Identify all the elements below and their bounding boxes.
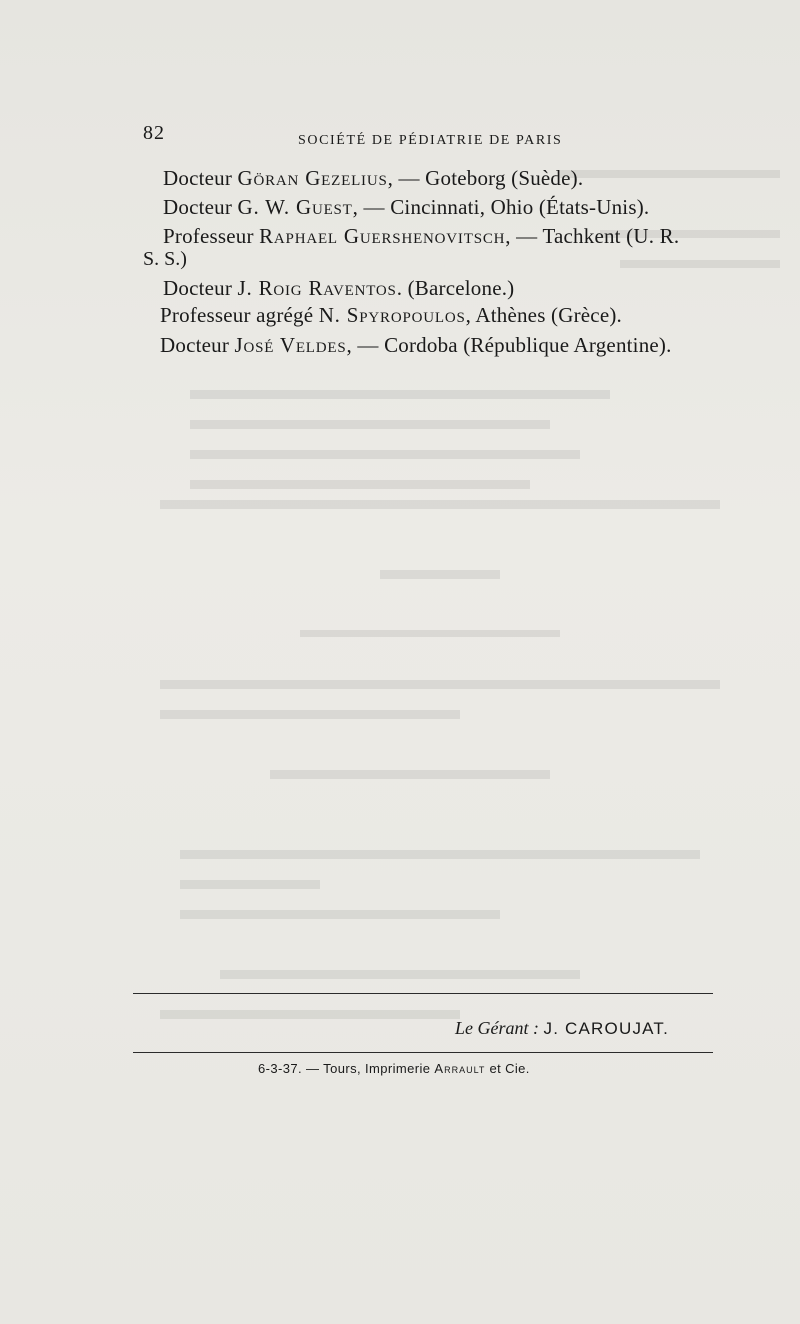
member-entry (163, 224, 679, 249)
member-entry (160, 333, 672, 358)
entry-name: Raphael Guershenovitsch (259, 224, 506, 248)
member-entry (163, 166, 583, 191)
imprint-tail: et Cie. (489, 1061, 530, 1076)
footer-rule-bottom (133, 1052, 713, 1053)
entry-location: , — Cincinnati, Ohio (États-Unis). (352, 195, 650, 219)
entry-location: , — Cordoba (République Argentine). (346, 333, 672, 357)
entry-location: , Athènes (Grèce). (465, 303, 622, 327)
member-entry (163, 195, 649, 220)
footer-rule-top (133, 993, 713, 994)
gerant-name: J. CAROUJAT. (543, 1019, 670, 1038)
entry-name: N. Spyropoulos (318, 303, 466, 327)
entry-continuation: S. S.) (143, 248, 187, 270)
entry-title: Docteur (163, 195, 233, 219)
entry-location: , — Goteborg (Suède). (387, 166, 584, 190)
running-head: SOCIÉTÉ DE PÉDIATRIE DE PARIS (298, 133, 563, 148)
member-entry (163, 276, 514, 301)
entry-location: , — Tachkent (U. R. (505, 224, 680, 248)
entry-location: . (Barcelone.) (396, 276, 515, 300)
entry-name: José Veldes (234, 333, 347, 357)
entry-title: Docteur (163, 276, 233, 300)
imprint-printer: Arrault (434, 1061, 486, 1076)
entry-name: G. W. Guest (237, 195, 353, 219)
entry-name: J. Roig Raventos (237, 276, 397, 300)
entry-title: Professeur agrégé (160, 303, 314, 327)
entry-name: Göran Gezelius (237, 166, 388, 190)
printer-imprint (258, 1061, 530, 1076)
imprint-date-place: 6-3-37. — Tours, Imprimerie (258, 1061, 431, 1076)
entry-title: Docteur (163, 166, 233, 190)
entry-title: Professeur (163, 224, 254, 248)
gerant-label: Le Gérant : (455, 1018, 539, 1038)
page-number: 82 (143, 122, 165, 144)
gerant-line (455, 1018, 669, 1039)
member-entry (160, 303, 622, 328)
entry-title: Docteur (160, 333, 230, 357)
